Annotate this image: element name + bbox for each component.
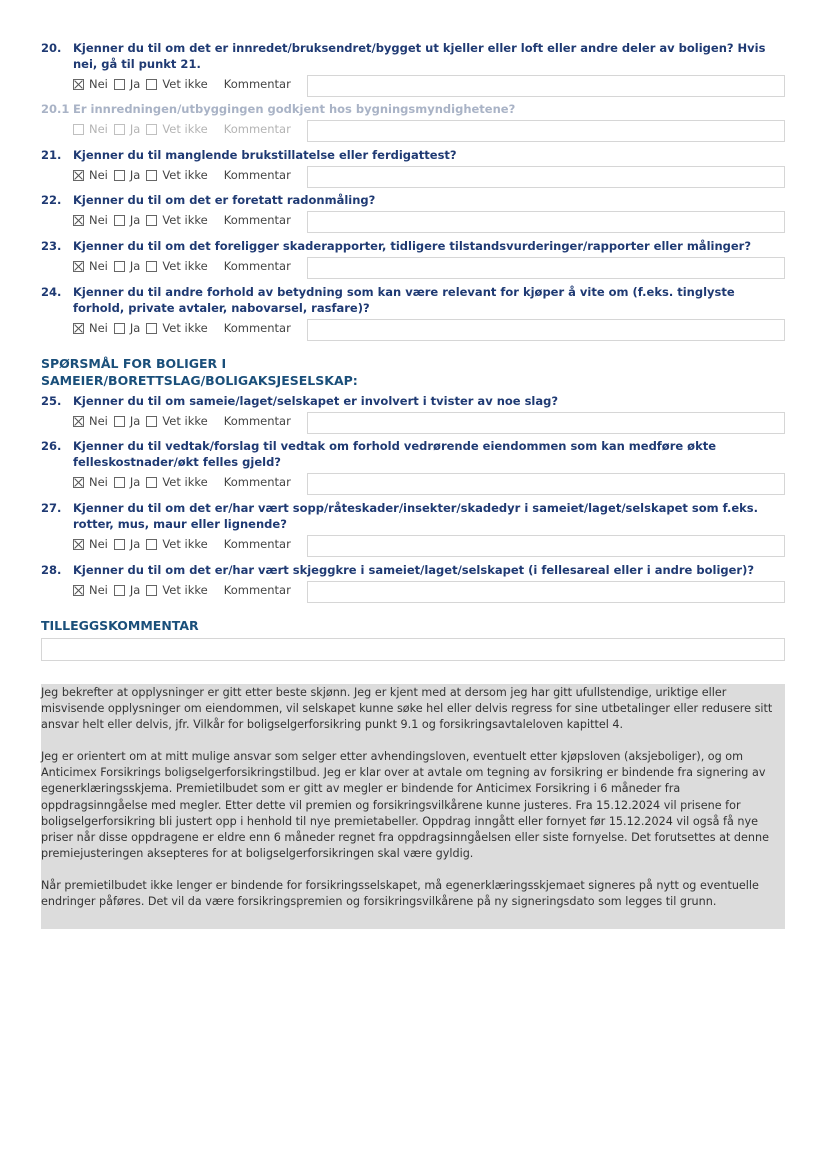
option-vet-ikke[interactable] bbox=[146, 475, 207, 489]
option-label: Nei bbox=[89, 213, 108, 227]
comment-field[interactable] bbox=[307, 319, 785, 341]
option-vet-ikke[interactable] bbox=[146, 77, 207, 91]
option-nei[interactable] bbox=[73, 77, 108, 91]
comment-label: Kommentar bbox=[223, 213, 291, 227]
answer-row bbox=[73, 256, 786, 279]
checkbox-vet-ikke[interactable] bbox=[146, 170, 157, 181]
checkbox-nei[interactable] bbox=[73, 261, 84, 272]
question-number: 26. bbox=[41, 439, 62, 453]
checkbox-nei[interactable] bbox=[73, 323, 84, 334]
question-heading bbox=[41, 500, 786, 532]
question-number: 25. bbox=[41, 394, 62, 408]
checkbox-ja[interactable] bbox=[114, 323, 125, 334]
checkbox-vet-ikke[interactable] bbox=[146, 477, 157, 488]
option-ja[interactable] bbox=[114, 213, 140, 227]
question-28 bbox=[41, 562, 786, 603]
question-text: Kjenner du til om sameie/laget/selskapet er involvert i tvister av noe slag? bbox=[73, 394, 559, 408]
comment-label: Kommentar bbox=[223, 321, 291, 335]
question-23 bbox=[41, 238, 786, 279]
option-vet-ikke[interactable] bbox=[146, 259, 207, 273]
checkbox-ja[interactable] bbox=[114, 215, 125, 226]
declaration-box bbox=[41, 684, 785, 929]
option-ja[interactable] bbox=[114, 168, 140, 182]
answer-row bbox=[73, 580, 786, 603]
question-text: Kjenner du til om det foreligger skaderapporter, tidligere tilstandsvurderinger/rapporter eller målinger? bbox=[73, 239, 752, 253]
option-label: Nei bbox=[89, 168, 108, 182]
option-vet-ikke[interactable] bbox=[146, 213, 207, 227]
question-heading bbox=[41, 393, 786, 409]
option-vet-ikke[interactable] bbox=[146, 583, 207, 597]
option-nei[interactable] bbox=[73, 321, 108, 335]
checkbox-vet-ikke[interactable] bbox=[146, 323, 157, 334]
option-label: Vet ikke bbox=[162, 414, 208, 428]
option-label: Vet ikke bbox=[162, 213, 208, 227]
option-label: Nei bbox=[89, 122, 108, 136]
comment-field[interactable] bbox=[307, 257, 785, 279]
checkbox-nei[interactable] bbox=[73, 477, 84, 488]
question-number: 27. bbox=[41, 501, 62, 515]
answer-row bbox=[73, 472, 786, 495]
question-21 bbox=[41, 147, 786, 188]
comment-field[interactable] bbox=[307, 166, 785, 188]
option-label: Vet ikke bbox=[162, 168, 208, 182]
checkbox-nei[interactable] bbox=[73, 585, 84, 596]
option-nei[interactable] bbox=[73, 537, 108, 551]
checkbox-nei[interactable] bbox=[73, 170, 84, 181]
option-ja[interactable] bbox=[114, 537, 140, 551]
question-heading bbox=[41, 284, 786, 316]
answer-row bbox=[73, 74, 786, 97]
question-text: Kjenner du til om det er foretatt radonmåling? bbox=[73, 193, 376, 207]
question-20 bbox=[41, 40, 786, 97]
checkbox-vet-ikke[interactable] bbox=[146, 585, 157, 596]
option-label: Ja bbox=[129, 122, 141, 136]
question-text: Kjenner du til vedtak/forslag til vedtak om forhold vedrørende eiendommen som kan medføre økte felleskostnader/økt felles gjeld? bbox=[73, 439, 717, 469]
question-text: Kjenner du til om det er innredet/bruksendret/bygget ut kjeller eller loft eller andre deler av boligen? Hvis nei, gå til punkt 21. bbox=[73, 41, 766, 71]
comment-field[interactable] bbox=[307, 535, 785, 557]
question-number: 28. bbox=[41, 563, 62, 577]
comment-label: Kommentar bbox=[223, 475, 291, 489]
answer-row bbox=[73, 411, 786, 434]
checkbox-vet-ikke[interactable] bbox=[146, 261, 157, 272]
option-vet-ikke[interactable] bbox=[146, 537, 207, 551]
option-label: Vet ikke bbox=[162, 583, 208, 597]
option-label: Nei bbox=[89, 77, 108, 91]
question-number: 22. bbox=[41, 193, 62, 207]
option-label: Ja bbox=[129, 259, 141, 273]
question-heading bbox=[41, 562, 786, 578]
option-label: Ja bbox=[129, 537, 141, 551]
question-number: 23. bbox=[41, 239, 62, 253]
option-ja[interactable] bbox=[114, 414, 140, 428]
option-ja[interactable] bbox=[114, 475, 140, 489]
question-heading bbox=[41, 238, 786, 254]
option-ja[interactable] bbox=[114, 321, 140, 335]
comment-label: Kommentar bbox=[223, 77, 291, 91]
option-label: Nei bbox=[89, 259, 108, 273]
option-nei[interactable] bbox=[73, 414, 108, 428]
comment-field[interactable] bbox=[307, 211, 785, 233]
declaration-paragraph: Når premietilbudet ikke lenger er bindende for forsikringsselskapet, må egenerklæringsskjemaet signeres på nytt og eventuelle endringer påføres. Det vil da være forsikringspremien og forsikringsvilkårene på ny signeringsdato som legges til grunn. bbox=[41, 878, 759, 909]
question-heading bbox=[41, 101, 786, 117]
comment-label: Kommentar bbox=[223, 168, 291, 182]
declaration-paragraph: Jeg er orientert om at mitt mulige ansvar som selger etter avhendingsloven, eventuelt etter kjøpsloven (aksjeboliger), og om Anticimex Forsikrings boligselgerforsikringstilbud. Jeg er klar over at avtale om tegning av forsikring er bindende fra signering av egenerklæringsskjema. Premietilbudet som er gitt av megler er bindende for Anticimex Forsikring i 6 måneder fra oppdragsinngåelse med megler. Etter dette vil premien og forsikringsvilkårene kunne justeres. Fra 15.12.2024 vil prisene for boligselgerforsikring bli justert opp i henhold til nye premietabeller. Oppdrag inngått eller fornyet før 15.12.2024 vil også få nye priser når disse oppdragene er eldre enn 6 måneder regnet fra oppdragsinngåelsen eller siste fornyelse. Det forutsettes at denne premiejusteringen aksepteres for at boligselgerforsikringen skal være gyldig. bbox=[41, 750, 769, 860]
option-label: Vet ikke bbox=[162, 122, 208, 136]
checkbox-vet-ikke[interactable] bbox=[146, 79, 157, 90]
comment-field[interactable] bbox=[307, 412, 785, 434]
option-label: Ja bbox=[129, 321, 141, 335]
question-heading bbox=[41, 438, 786, 470]
option-label: Ja bbox=[129, 77, 141, 91]
section-title-tilleggskommentar: TILLEGGSKOMMENTAR bbox=[41, 618, 199, 633]
checkbox-ja[interactable] bbox=[114, 416, 125, 427]
answer-row bbox=[73, 318, 786, 341]
checkbox-vet-ikke[interactable] bbox=[146, 215, 157, 226]
option-vet-ikke[interactable] bbox=[146, 122, 207, 136]
answer-row bbox=[73, 534, 786, 557]
comment-field[interactable] bbox=[307, 75, 785, 97]
option-label: Ja bbox=[129, 414, 141, 428]
option-ja[interactable] bbox=[114, 77, 140, 91]
option-label: Nei bbox=[89, 583, 108, 597]
checkbox-nei[interactable] bbox=[73, 215, 84, 226]
option-label: Ja bbox=[129, 475, 141, 489]
comment-field[interactable] bbox=[307, 120, 785, 142]
checkbox-ja[interactable] bbox=[114, 477, 125, 488]
answer-row bbox=[73, 165, 786, 188]
question-number: 24. bbox=[41, 285, 62, 299]
option-label: Ja bbox=[129, 168, 141, 182]
question-25 bbox=[41, 393, 786, 434]
comment-label: Kommentar bbox=[223, 583, 291, 597]
checkbox-nei[interactable] bbox=[73, 416, 84, 427]
option-label: Ja bbox=[129, 213, 141, 227]
checkbox-ja[interactable] bbox=[114, 539, 125, 550]
question-text: Kjenner du til manglende brukstillatelse eller ferdigattest? bbox=[73, 148, 457, 162]
question-number: 20. bbox=[41, 41, 62, 55]
checkbox-ja[interactable] bbox=[114, 124, 125, 135]
comment-label: Kommentar bbox=[223, 414, 291, 428]
checkbox-ja[interactable] bbox=[114, 261, 125, 272]
comment-field[interactable] bbox=[307, 581, 785, 603]
option-ja[interactable] bbox=[114, 122, 140, 136]
question-heading bbox=[41, 192, 786, 208]
question-text: Kjenner du til om det er/har vært sopp/råteskader/insekter/skadedyr i sameiet/laget/selskapet som f.eks. rotter, mus, maur eller lignende? bbox=[73, 501, 759, 531]
question-26 bbox=[41, 438, 786, 495]
additional-comment-field[interactable] bbox=[41, 638, 785, 661]
option-label: Nei bbox=[89, 321, 108, 335]
comment-field[interactable] bbox=[307, 473, 785, 495]
question-heading bbox=[41, 147, 786, 163]
option-vet-ikke[interactable] bbox=[146, 321, 207, 335]
option-nei[interactable] bbox=[73, 475, 108, 489]
checkbox-nei[interactable] bbox=[73, 79, 84, 90]
checkbox-ja[interactable] bbox=[114, 79, 125, 90]
option-vet-ikke[interactable] bbox=[146, 414, 207, 428]
answer-row bbox=[73, 210, 786, 233]
question-text: Kjenner du til om det er/har vært skjeggkre i sameiet/laget/selskapet (i fellesareal eller i andre boliger)? bbox=[73, 563, 755, 577]
question-heading bbox=[41, 40, 786, 72]
question-22 bbox=[41, 192, 786, 233]
option-nei[interactable] bbox=[73, 213, 108, 227]
section-title-sameie: SPØRSMÅL FOR BOLIGER I SAMEIER/BORETTSLAG/BOLIGAKSJESELSKAP: bbox=[41, 356, 358, 388]
checkbox-nei[interactable] bbox=[73, 539, 84, 550]
checkbox-vet-ikke[interactable] bbox=[146, 416, 157, 427]
option-label: Vet ikke bbox=[162, 321, 208, 335]
comment-label: Kommentar bbox=[223, 259, 291, 273]
option-ja[interactable] bbox=[114, 259, 140, 273]
checkbox-ja[interactable] bbox=[114, 170, 125, 181]
option-label: Vet ikke bbox=[162, 259, 208, 273]
checkbox-vet-ikke[interactable] bbox=[146, 124, 157, 135]
option-label: Vet ikke bbox=[162, 475, 208, 489]
option-label: Ja bbox=[129, 583, 141, 597]
option-nei[interactable] bbox=[73, 259, 108, 273]
checkbox-vet-ikke[interactable] bbox=[146, 539, 157, 550]
option-nei[interactable] bbox=[73, 122, 108, 136]
option-nei[interactable] bbox=[73, 168, 108, 182]
question-text: Er innredningen/utbyggingen godkjent hos bygningsmyndighetene? bbox=[73, 102, 516, 116]
option-nei[interactable] bbox=[73, 583, 108, 597]
checkbox-nei[interactable] bbox=[73, 124, 84, 135]
question-27 bbox=[41, 500, 786, 557]
option-vet-ikke[interactable] bbox=[146, 168, 207, 182]
option-label: Nei bbox=[89, 414, 108, 428]
question-number: 21. bbox=[41, 148, 62, 162]
question-20-1 bbox=[41, 101, 786, 142]
question-24 bbox=[41, 284, 786, 341]
comment-label: Kommentar bbox=[223, 537, 291, 551]
question-number: 20.1 bbox=[41, 102, 70, 116]
checkbox-ja[interactable] bbox=[114, 585, 125, 596]
comment-label: Kommentar bbox=[223, 122, 291, 136]
declaration-paragraph: Jeg bekrefter at opplysninger er gitt etter beste skjønn. Jeg er kjent med at dersom jeg har gitt ufullstendige, uriktige eller misvisende opplysninger om eiendommen, vil selskapet kunne søke hel eller delvis regress for sine utbetalinger eller redusere sitt ansvar helt eller delvis, jfr. Vilkår for boligselgerforsikring punkt 9.1 og forsikringsavtaleloven kapittel 4. bbox=[41, 686, 773, 732]
answer-row bbox=[73, 119, 786, 142]
option-ja[interactable] bbox=[114, 583, 140, 597]
option-label: Nei bbox=[89, 475, 108, 489]
option-label: Nei bbox=[89, 537, 108, 551]
option-label: Vet ikke bbox=[162, 77, 208, 91]
question-text: Kjenner du til andre forhold av betydning som kan være relevant for kjøper å vite om (f.eks. tinglyste forhold, private avtaler, nabovarsel, rasfare)? bbox=[73, 285, 735, 315]
option-label: Vet ikke bbox=[162, 537, 208, 551]
